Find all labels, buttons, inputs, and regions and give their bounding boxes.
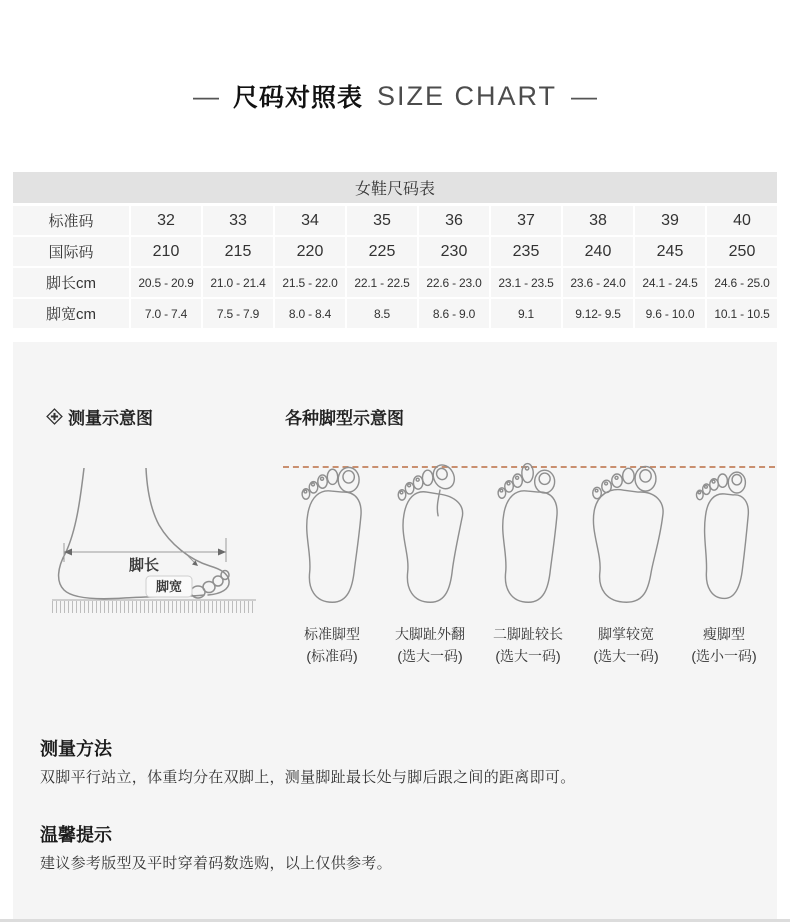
foot-type-label	[304, 623, 360, 667]
foot-type-wide	[577, 452, 675, 667]
foot-type-label	[395, 623, 465, 667]
foot-type-bunion	[381, 452, 479, 667]
size-value-cell: 39	[635, 206, 705, 235]
size-value-cell: 215	[203, 237, 273, 266]
size-value-cell: 34	[275, 206, 345, 235]
size-value-cell: 36	[419, 206, 489, 235]
table-header-band	[13, 172, 777, 203]
size-value-cell: 23.1 - 23.5	[491, 268, 561, 297]
size-value-cell: 250	[707, 237, 777, 266]
size-value-cell: 210	[131, 237, 201, 266]
foot-type-label	[593, 623, 658, 667]
foot-type-standard	[283, 452, 381, 667]
foot-type-name: 大脚趾外翻	[395, 626, 465, 642]
table-row	[13, 237, 777, 266]
table-row	[13, 299, 777, 328]
size-table	[11, 204, 779, 330]
foot-type-advice: (选大一码)	[397, 648, 463, 664]
size-value-cell: 22.1 - 22.5	[347, 268, 417, 297]
size-value-cell: 21.0 - 21.4	[203, 268, 273, 297]
size-value-cell: 7.5 - 7.9	[203, 299, 273, 328]
foot-width-label: 脚宽	[155, 579, 183, 594]
size-value-cell: 240	[563, 237, 633, 266]
row-label-cell: 脚宽cm	[13, 299, 129, 328]
method-body: 双脚平行站立，体重均分在双脚上，测量脚趾最长处与脚后跟之间的距离即可。	[40, 769, 576, 786]
size-value-cell: 9.12- 9.5	[563, 299, 633, 328]
foot-types-heading	[285, 404, 404, 429]
footprint-bunion-icon	[383, 452, 478, 610]
foot-types-row	[283, 452, 775, 667]
size-value-cell: 33	[203, 206, 273, 235]
size-value-cell: 24.1 - 24.5	[635, 268, 705, 297]
foot-type-thin	[675, 452, 773, 667]
tips-heading: 温馨提示	[40, 825, 112, 845]
size-value-cell: 9.1	[491, 299, 561, 328]
size-value-cell: 21.5 - 22.0	[275, 268, 345, 297]
foot-length-label: 脚长	[128, 557, 160, 574]
page-title-en: SIZE CHART	[376, 80, 558, 111]
row-label-cell: 标准码	[13, 206, 129, 235]
foot-type-advice: (选大一码)	[593, 648, 659, 664]
foot-type-advice: (选小一码)	[691, 648, 757, 664]
size-value-cell: 20.5 - 20.9	[131, 268, 201, 297]
method-heading: 测量方法	[40, 739, 112, 759]
size-value-cell: 8.6 - 9.0	[419, 299, 489, 328]
row-label-cell: 脚长cm	[13, 268, 129, 297]
table-row	[13, 268, 777, 297]
page-title-cn: 尺码对照表	[232, 84, 363, 112]
foot-type-long-second-toe	[479, 452, 577, 667]
page-title	[0, 78, 790, 114]
foot-measurement-illustration	[40, 468, 264, 620]
size-value-cell: 10.1 - 10.5	[707, 299, 777, 328]
size-value-cell: 40	[707, 206, 777, 235]
title-dash-right: —	[571, 81, 598, 111]
measure-diagram-heading	[46, 404, 153, 429]
size-table-body	[13, 206, 777, 328]
tips-body: 建议参考版型及平时穿着码数选购，以上仅供参考。	[40, 855, 392, 872]
table-row	[13, 206, 777, 235]
size-value-cell: 32	[131, 206, 201, 235]
diamond-plus-icon	[46, 408, 63, 425]
footprint-long-second-toe-icon	[481, 452, 576, 610]
foot-types-heading-label: 各种脚型示意图	[285, 409, 404, 428]
table-header-label: 女鞋尺码表	[354, 181, 435, 198]
size-value-cell: 24.6 - 25.0	[707, 268, 777, 297]
size-value-cell: 225	[347, 237, 417, 266]
size-value-cell: 38	[563, 206, 633, 235]
size-value-cell: 230	[419, 237, 489, 266]
foot-type-name: 瘦脚型	[702, 626, 745, 642]
title-dash-left: —	[192, 81, 219, 111]
size-value-cell: 235	[491, 237, 561, 266]
foot-type-label	[493, 623, 563, 667]
size-value-cell: 9.6 - 10.0	[635, 299, 705, 328]
foot-type-name: 标准脚型	[304, 626, 360, 642]
foot-type-name: 脚掌较宽	[597, 626, 654, 642]
measure-heading-label: 测量示意图	[68, 409, 153, 428]
size-value-cell: 220	[275, 237, 345, 266]
footprint-thin-icon	[677, 452, 772, 610]
foot-type-label	[691, 623, 756, 667]
size-value-cell: 8.0 - 8.4	[275, 299, 345, 328]
measurement-panel	[13, 342, 777, 919]
size-value-cell: 23.6 - 24.0	[563, 268, 633, 297]
footprint-standard-icon	[285, 452, 380, 610]
size-value-cell: 22.6 - 23.0	[419, 268, 489, 297]
size-value-cell: 35	[347, 206, 417, 235]
row-label-cell: 国际码	[13, 237, 129, 266]
size-value-cell: 8.5	[347, 299, 417, 328]
foot-type-advice: (标准码)	[306, 648, 358, 664]
foot-type-advice: (选大一码)	[495, 648, 561, 664]
footprint-wide-icon	[579, 452, 674, 610]
size-value-cell: 37	[491, 206, 561, 235]
size-value-cell: 7.0 - 7.4	[131, 299, 201, 328]
size-value-cell: 245	[635, 237, 705, 266]
foot-type-name: 二脚趾较长	[493, 626, 563, 642]
